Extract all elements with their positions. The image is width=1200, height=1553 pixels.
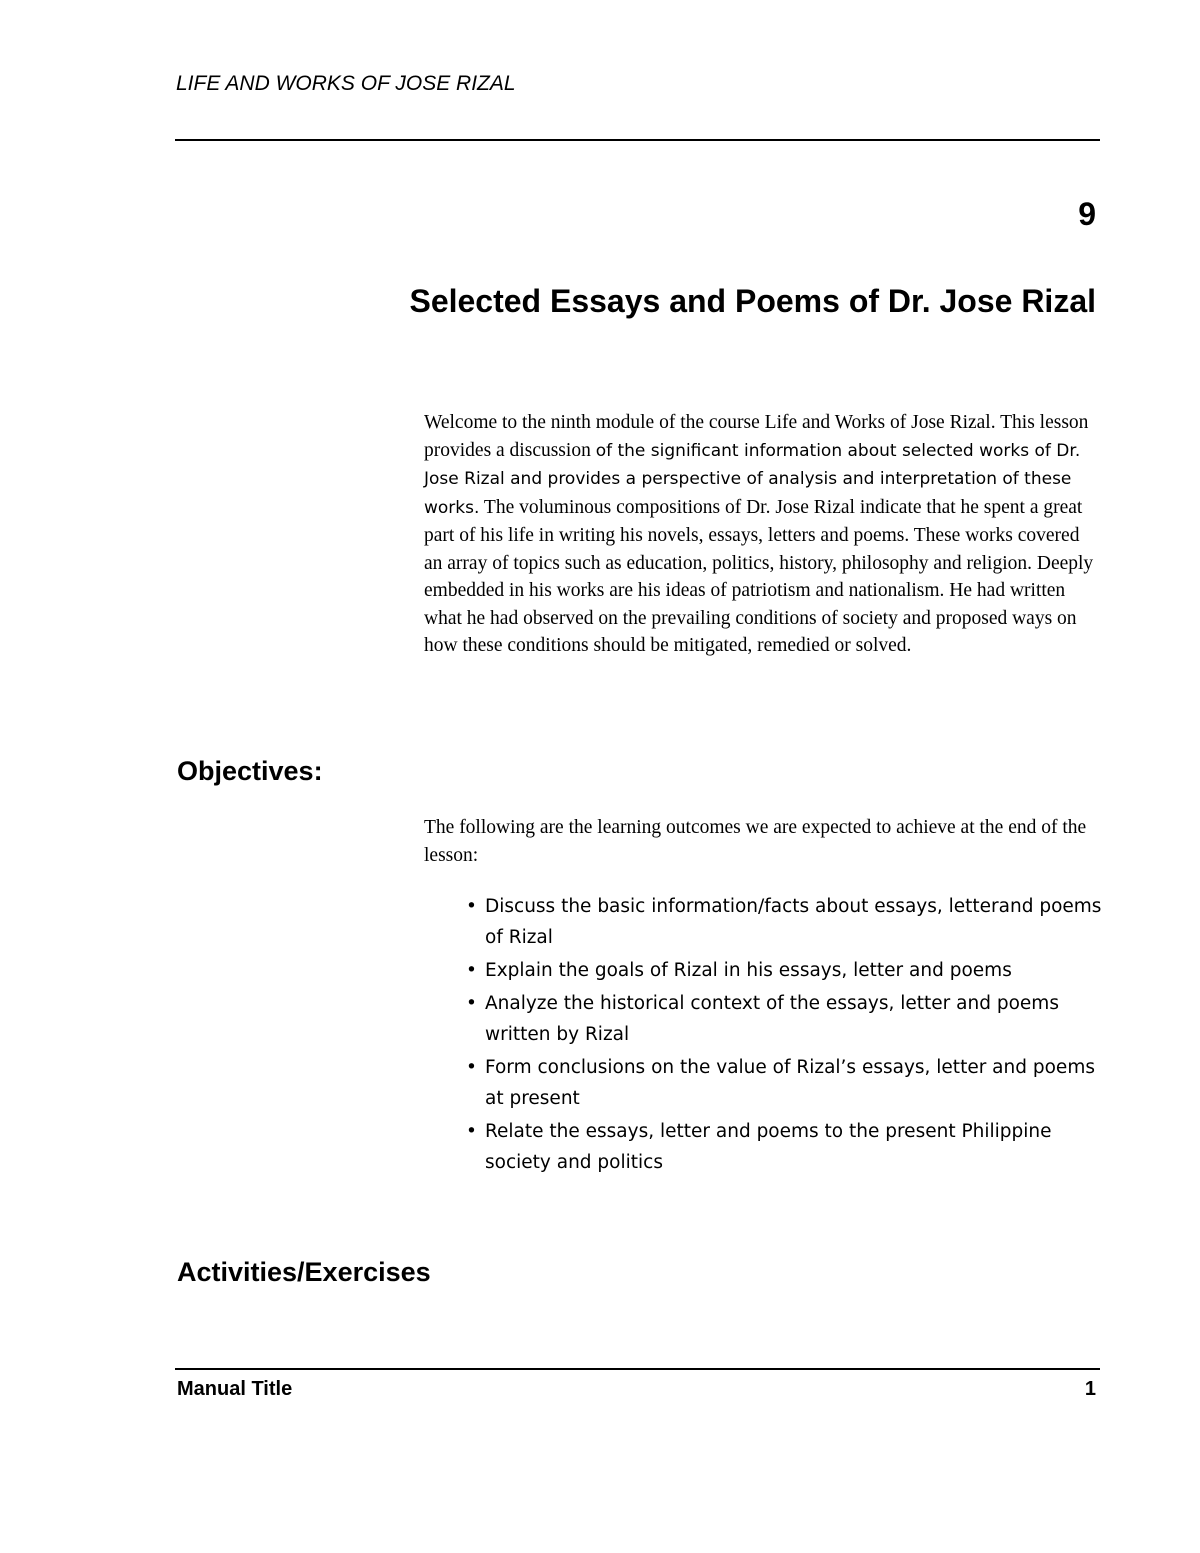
chapter-number: 9 (1078, 196, 1096, 232)
list-item: • Discuss the basic information/facts about essays, letterand poems of Rizal (466, 891, 1106, 953)
activities-heading: Activities/Exercises (177, 1257, 431, 1287)
running-header: LIFE AND WORKS OF JOSE RIZAL (176, 72, 516, 95)
footer-page-number: 1 (1084, 1378, 1096, 1400)
objectives-intro: The following are the learning outcomes we are expected to achieve at the end of the lesson: (424, 817, 1087, 866)
intro-paragraph (424, 409, 1099, 660)
objectives-list (466, 891, 1106, 1180)
list-item: • Analyze the historical context of the essays, letter and poems written by Rizal (466, 988, 1106, 1050)
list-item: • Relate the essays, letter and poems to the present Philippine society and politics (466, 1116, 1106, 1178)
list-item: • Explain the goals of Rizal in his essays, letter and poems (466, 955, 1106, 986)
header-rule (175, 139, 1100, 141)
footer-manual-title: Manual Title (177, 1378, 293, 1400)
intro-text-part3: The voluminous compositions of Dr. Jose Rizal indicate that he spent a great part of his life in writing his novels, essays, letters and poems. These works covered an array of topics such as education, politics, history, philosophy and religion. Deeply embedded in his works are his ideas of patriotism and nationalism. He had written what he had observed on the prevailing conditions of society and proposed ways on how these conditions should be mitigated, remedied or solved. (424, 496, 1094, 656)
intro-text-part2: of the significant information about selected works of Dr. Jose Rizal and provides a perspective of analysis and interpretation of these works. (424, 440, 1081, 518)
intro-text-part1: Welcome to the ninth module of the course Life and Works of Jose Rizal. This lesson provides a discussion (424, 412, 1089, 461)
chapter-title: Selected Essays and Poems of Dr. Jose Rizal (409, 283, 1096, 319)
objectives-heading: Objectives: (177, 756, 323, 786)
list-item: • Form conclusions on the value of Rizal’s essays, letter and poems at present (466, 1052, 1106, 1114)
footer-rule (175, 1368, 1100, 1370)
